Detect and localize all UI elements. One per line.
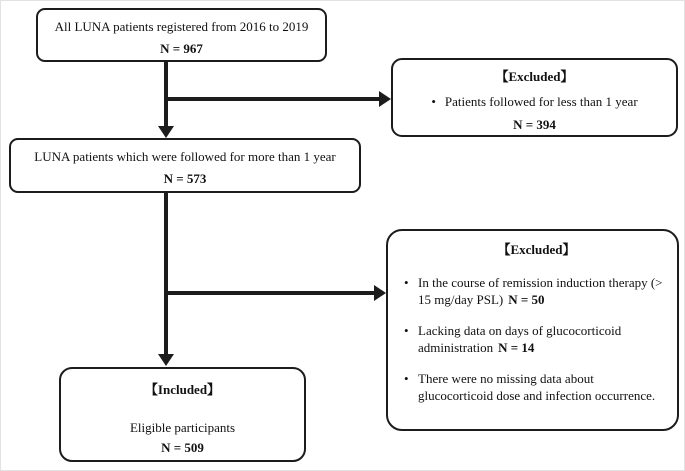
arrowhead-right-icon <box>374 285 386 301</box>
excluded1-item-text: Patients followed for less than 1 year <box>444 94 638 109</box>
bullet-icon: • <box>404 323 409 338</box>
excluded1-title: 【Excluded】 <box>495 69 574 84</box>
excluded2-item-text-wrap <box>418 371 669 404</box>
connector-branch-excluded2 <box>164 291 375 295</box>
connector-registered-to-followed <box>164 61 168 128</box>
arrowhead-right-icon <box>379 91 391 107</box>
connector-branch-excluded1 <box>164 97 380 101</box>
included-text: Eligible participants <box>129 420 236 435</box>
bullet-icon: • <box>404 275 409 290</box>
excluded2-item <box>404 371 669 404</box>
box-followed-patients <box>9 138 361 193</box>
item-text: Lacking data on days of glucocorticoid administration <box>418 323 622 355</box>
bullet-icon: • <box>404 371 409 386</box>
excluded2-item <box>404 275 669 308</box>
excluded2-item-text-wrap <box>418 275 669 308</box>
excluded2-item <box>404 323 669 356</box>
arrowhead-down-icon <box>158 354 174 366</box>
included-count: N = 509 <box>161 440 204 455</box>
box-included-participants <box>59 367 306 462</box>
connector-followed-to-included <box>164 192 168 355</box>
registered-text: All LUNA patients registered from 2016 to 2019 <box>54 19 309 34</box>
followed-text: LUNA patients which were followed for more than 1 year <box>34 149 336 164</box>
included-title: 【Included】 <box>144 382 221 397</box>
followed-count: N = 573 <box>163 171 207 186</box>
arrowhead-down-icon <box>158 126 174 138</box>
excluded1-count: N = 394 <box>513 117 556 132</box>
box-excluded-other-reasons <box>386 229 679 431</box>
registered-count: N = 967 <box>160 41 203 56</box>
bullet-icon: • <box>431 94 436 109</box>
box-excluded-less-than-1-year <box>391 58 678 137</box>
excluded1-item <box>405 94 664 110</box>
item-count: N = 14 <box>498 339 535 355</box>
excluded2-title: 【Excluded】 <box>497 242 576 257</box>
excluded2-item-text-wrap <box>418 323 669 356</box>
item-text: There were no missing data about glucocorticoid dose and infection occurrence. <box>418 371 656 403</box>
box-registered-patients <box>36 8 327 62</box>
item-text: In the course of remission induction therapy (> 15 mg/day PSL) <box>418 275 663 307</box>
item-count: N = 50 <box>508 291 545 307</box>
